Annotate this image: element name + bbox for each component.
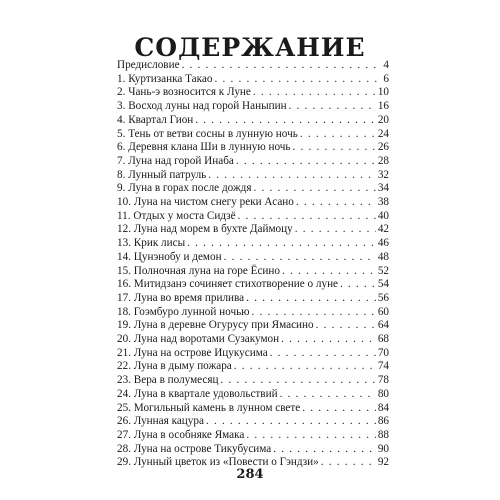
toc-entry-page: 24 [377, 127, 389, 140]
toc-entry-title: 14. Цунэнобу и демон [117, 250, 222, 263]
dot-leader [340, 278, 376, 292]
dot-leader [208, 169, 376, 183]
toc-entry-page: 6 [383, 72, 389, 85]
toc-entry-title: 19. Луна в деревне Огурусу при Ямасино [117, 319, 314, 332]
toc-entry-title: 9. Луна в горах после дождя [117, 182, 252, 195]
dot-leader [224, 251, 376, 265]
toc-entry [117, 210, 389, 224]
toc-entry-title: 18. Гоэмбуро лунной ночью [117, 305, 250, 318]
toc-entry-title: 16. Митидзанэ сочиняет стихотворение о луне [117, 278, 339, 291]
toc-entry [117, 443, 389, 457]
dot-leader [293, 141, 376, 155]
toc-entry-page: 88 [377, 428, 389, 441]
dot-leader [295, 223, 376, 237]
toc-entry-page: 40 [377, 209, 389, 222]
toc-entry [117, 292, 389, 306]
toc-entry-page: 52 [377, 264, 389, 277]
toc-entry [117, 196, 389, 210]
dot-leader [206, 415, 376, 429]
toc-entry-title: 27. Луна в особняке Ямака [117, 428, 245, 441]
toc-entry [117, 402, 389, 416]
toc-entry [117, 278, 389, 292]
toc-entry [117, 59, 389, 73]
toc-entry-title: 28. Луна на острове Тикубусима [117, 442, 272, 455]
dot-leader [300, 128, 376, 142]
toc-entry [117, 388, 389, 402]
dot-leader [253, 86, 376, 100]
toc-entry-title: 29. Лунный цветок из «Повести о Гэндзи» [117, 456, 319, 469]
toc-entry-page: 92 [377, 456, 389, 469]
toc-entry-title: 1. Куртизанка Такао [117, 72, 213, 85]
toc-entry-page: 68 [377, 333, 389, 346]
toc-entry-title: 15. Полночная луна на горе Ёсино [117, 264, 281, 277]
dot-leader [182, 59, 382, 73]
toc-entry [117, 73, 389, 87]
toc-entry-page: 80 [377, 387, 389, 400]
toc-entry-title: 13. Крик лисы [117, 237, 186, 250]
toc-entry-page: 74 [377, 360, 389, 373]
page-title: СОДЕРЖАНИЕ [134, 33, 366, 62]
toc-entry [117, 429, 389, 443]
toc-entry-page: 10 [377, 86, 389, 99]
toc-entry-title: 10. Луна на чистом снегу реки Асано [117, 196, 294, 209]
toc-entry-title: 25. Могильный камень в лунном свете [117, 401, 301, 414]
dot-leader [246, 292, 376, 306]
toc-entry-title: 12. Луна над морем в бухте Даймоцу [117, 223, 293, 236]
toc-entry-title: 7. Луна над горой Инаба [117, 154, 234, 167]
toc-entry-page: 46 [377, 237, 389, 250]
toc-entry-page: 60 [377, 305, 389, 318]
toc-entry [117, 128, 389, 142]
toc-entry-title: 4. Квартал Гион [117, 113, 194, 126]
page-number: 284 [236, 467, 264, 482]
dot-leader [302, 402, 376, 416]
dot-leader [281, 333, 376, 347]
toc-entry-page: 16 [377, 100, 389, 113]
dot-leader [270, 347, 376, 361]
dot-leader [252, 306, 376, 320]
dot-leader [236, 155, 376, 169]
toc-entry-page: 84 [377, 401, 389, 414]
toc-entry-page: 70 [377, 346, 389, 359]
toc-entry [117, 374, 389, 388]
dot-leader [254, 182, 376, 196]
dot-leader [289, 100, 376, 114]
toc-entry-page: 90 [377, 442, 389, 455]
toc-entry-title: 6. Деревня клана Ши в лунную ночь [117, 141, 291, 154]
toc-entry-page: 42 [377, 223, 389, 236]
toc-entry-page: 20 [377, 113, 389, 126]
dot-leader [296, 196, 376, 210]
dot-leader [238, 210, 376, 224]
toc-entry [117, 155, 389, 169]
toc-entry [117, 319, 389, 333]
toc-entry-page: 26 [377, 141, 389, 154]
dot-leader [280, 388, 376, 402]
dot-leader [234, 360, 376, 374]
toc-entry-page: 28 [377, 154, 389, 167]
toc-entry-page: 54 [377, 278, 389, 291]
toc-entry [117, 251, 389, 265]
toc-entry-page: 4 [383, 59, 389, 71]
toc-entry-title: 5. Тень от ветви сосны в лунную ночь [117, 127, 298, 140]
toc-entry-page: 78 [377, 374, 389, 387]
toc-entry-title: 22. Луна в дыму пожара [117, 360, 232, 373]
toc-entry-page: 86 [377, 415, 389, 428]
dot-leader [282, 265, 376, 279]
dot-leader [316, 319, 376, 333]
toc-entry [117, 265, 389, 279]
toc-entry-title: 11. Отдых у моста Сидзё [117, 209, 236, 222]
toc-entry-title: 23. Вера в полумесяц [117, 374, 219, 387]
toc-entry [117, 347, 389, 361]
toc-entry [117, 415, 389, 429]
toc-entry-page: 32 [377, 168, 389, 181]
dot-leader [273, 443, 376, 457]
toc-entry [117, 169, 389, 183]
toc-entry [117, 360, 389, 374]
toc-entry [117, 86, 389, 100]
toc-entry-title: Предисловие [117, 59, 180, 71]
table-of-contents [117, 59, 389, 470]
toc-entry-page: 56 [377, 291, 389, 304]
toc-entry [117, 333, 389, 347]
toc-entry [117, 223, 389, 237]
toc-entry [117, 141, 389, 155]
toc-entry [117, 237, 389, 251]
toc-entry [117, 182, 389, 196]
toc-entry-title: 17. Луна во время прилива [117, 291, 245, 304]
toc-entry-title: 24. Луна в квартале удовольствий [117, 387, 278, 400]
toc-entry-page: 34 [377, 182, 389, 195]
toc-entry [117, 100, 389, 114]
dot-leader [221, 374, 376, 388]
dot-leader [195, 114, 376, 128]
toc-entry-title: 8. Лунный патруль [117, 168, 207, 181]
dot-leader [246, 429, 375, 443]
toc-entry-page: 64 [377, 319, 389, 332]
toc-entry-title: 2. Чань-э возносится к Луне [117, 86, 251, 99]
dot-leader [214, 73, 381, 87]
toc-entry [117, 114, 389, 128]
toc-entry-title: 21. Луна на острове Ицукусима [117, 346, 268, 359]
toc-entry-title: 26. Лунная кацура [117, 415, 204, 428]
toc-entry-page: 48 [377, 250, 389, 263]
toc-entry-page: 38 [377, 196, 389, 209]
toc-entry-title: 20. Луна над воротами Сузакумон [117, 333, 280, 346]
dot-leader [187, 237, 376, 251]
toc-entry-title: 3. Восход луны над горой Нанып​ин [117, 100, 287, 113]
toc-entry [117, 306, 389, 320]
